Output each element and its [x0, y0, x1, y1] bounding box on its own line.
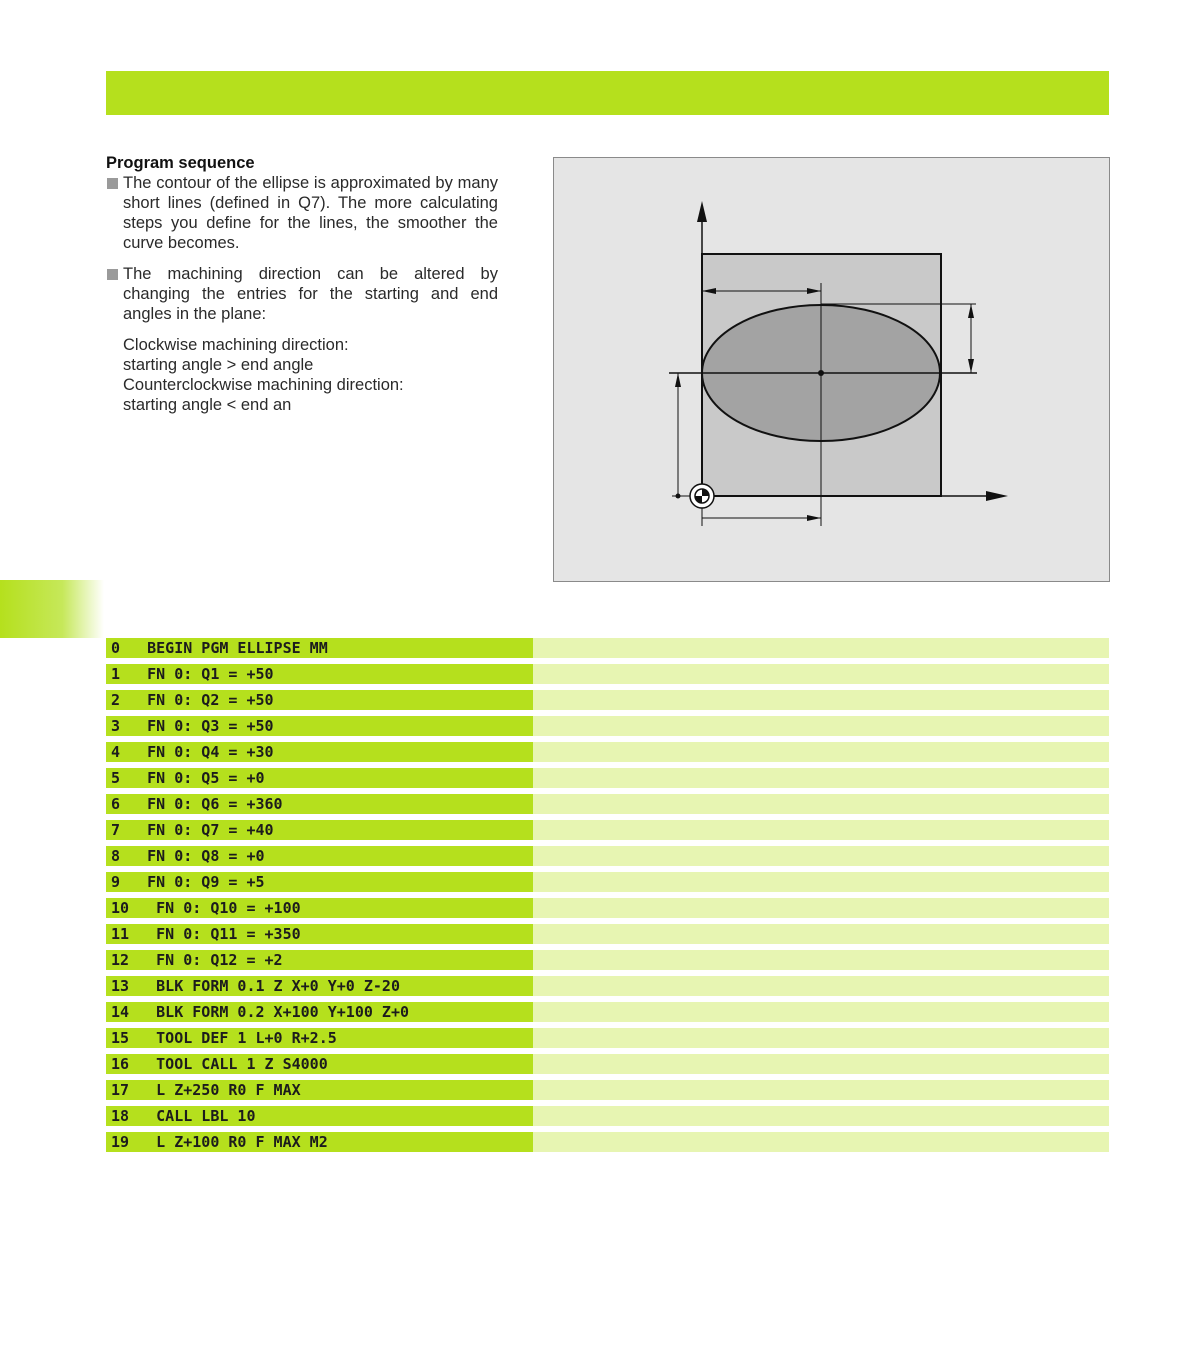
- program-line-comment: [533, 1106, 1109, 1126]
- x-axis-arrow: [986, 491, 1008, 501]
- bullet-text: The contour of the ellipse is approximated by many short lines (defined in Q7). The more calculating steps you define for the lines, the smoother the curve becomes.: [123, 174, 498, 252]
- program-line-comment: [533, 924, 1109, 944]
- program-line-comment: [533, 664, 1109, 684]
- ellipse-diagram-svg: [554, 158, 1111, 583]
- direction-line: Counterclockwise machining direction:: [123, 376, 404, 394]
- program-line: [106, 1028, 1109, 1048]
- program-line-comment: [533, 950, 1109, 970]
- side-tab: [0, 580, 104, 638]
- bullet-text: The machining direction can be altered by changing the entries for the starting and end angles in the plane:: [123, 265, 498, 323]
- program-line: [106, 690, 1109, 710]
- program-line: [106, 1132, 1109, 1152]
- program-line: [106, 716, 1109, 736]
- program-line-comment: [533, 716, 1109, 736]
- program-line-comment: [533, 820, 1109, 840]
- program-line-code: 9 FN 0: Q9 = +5: [106, 872, 533, 892]
- nc-program-listing: [106, 638, 1109, 1158]
- program-line-code: 15 TOOL DEF 1 L+0 R+2.5: [106, 1028, 533, 1048]
- program-line: [106, 1002, 1109, 1022]
- program-line: [106, 1106, 1109, 1126]
- program-line-code: 16 TOOL CALL 1 Z S4000: [106, 1054, 533, 1074]
- program-line: [106, 638, 1109, 658]
- program-line: [106, 820, 1109, 840]
- program-line-code: 2 FN 0: Q2 = +50: [106, 690, 533, 710]
- program-line-code: 5 FN 0: Q5 = +0: [106, 768, 533, 788]
- program-line-comment: [533, 1054, 1109, 1074]
- program-line-code: 10 FN 0: Q10 = +100: [106, 898, 533, 918]
- y-axis-arrow: [697, 201, 707, 222]
- program-line-comment: [533, 846, 1109, 866]
- program-line: [106, 742, 1109, 762]
- program-line: [106, 872, 1109, 892]
- header-bar: [106, 71, 1109, 115]
- center-point: [818, 370, 824, 376]
- program-line-code: 0 BEGIN PGM ELLIPSE MM: [106, 638, 533, 658]
- dim-arrow: [968, 304, 974, 318]
- program-line-code: 12 FN 0: Q12 = +2: [106, 950, 533, 970]
- program-line-comment: [533, 1002, 1109, 1022]
- program-line-comment: [533, 1028, 1109, 1048]
- dim-arrow: [807, 515, 821, 521]
- program-line-code: 18 CALL LBL 10: [106, 1106, 533, 1126]
- program-line: [106, 924, 1109, 944]
- program-line-code: 1 FN 0: Q1 = +50: [106, 664, 533, 684]
- program-line-code: 4 FN 0: Q4 = +30: [106, 742, 533, 762]
- direction-line: Clockwise machining direction:: [123, 336, 349, 354]
- program-line-comment: [533, 742, 1109, 762]
- direction-line: starting angle > end angle: [123, 356, 314, 374]
- direction-notes: [106, 335, 498, 415]
- program-line-code: 17 L Z+250 R0 F MAX: [106, 1080, 533, 1100]
- program-line-comment: [533, 638, 1109, 658]
- program-line-code: 3 FN 0: Q3 = +50: [106, 716, 533, 736]
- program-line-code: 6 FN 0: Q6 = +360: [106, 794, 533, 814]
- bullet-square-icon: [107, 269, 118, 280]
- program-line: [106, 1080, 1109, 1100]
- program-line-comment: [533, 976, 1109, 996]
- section-heading: Program sequence: [106, 154, 255, 172]
- dim-arrow: [675, 373, 681, 387]
- bullet-item: [106, 173, 498, 253]
- program-line-comment: [533, 898, 1109, 918]
- program-line-comment: [533, 1080, 1109, 1100]
- program-line: [106, 950, 1109, 970]
- program-line-code: 13 BLK FORM 0.1 Z X+0 Y+0 Z-20: [106, 976, 533, 996]
- bullet-item: [106, 264, 498, 324]
- program-line: [106, 846, 1109, 866]
- program-line: [106, 898, 1109, 918]
- program-line: [106, 976, 1109, 996]
- program-line-code: 14 BLK FORM 0.2 X+100 Y+100 Z+0: [106, 1002, 533, 1022]
- program-line-comment: [533, 768, 1109, 788]
- dim-arrow: [968, 359, 974, 373]
- program-line-comment: [533, 690, 1109, 710]
- program-line: [106, 664, 1109, 684]
- ellipse-diagram: [553, 157, 1110, 582]
- program-line-comment: [533, 872, 1109, 892]
- program-line-code: 7 FN 0: Q7 = +40: [106, 820, 533, 840]
- direction-line: starting angle < end an: [123, 396, 292, 414]
- program-line-code: 11 FN 0: Q11 = +350: [106, 924, 533, 944]
- program-line: [106, 1054, 1109, 1074]
- program-line: [106, 794, 1109, 814]
- program-line-comment: [533, 794, 1109, 814]
- program-line-code: 19 L Z+100 R0 F MAX M2: [106, 1132, 533, 1152]
- bullet-square-icon: [107, 178, 118, 189]
- program-sequence-section: [106, 153, 498, 415]
- dim-dot: [676, 494, 681, 499]
- program-line-code: 8 FN 0: Q8 = +0: [106, 846, 533, 866]
- program-line: [106, 768, 1109, 788]
- program-line-comment: [533, 1132, 1109, 1152]
